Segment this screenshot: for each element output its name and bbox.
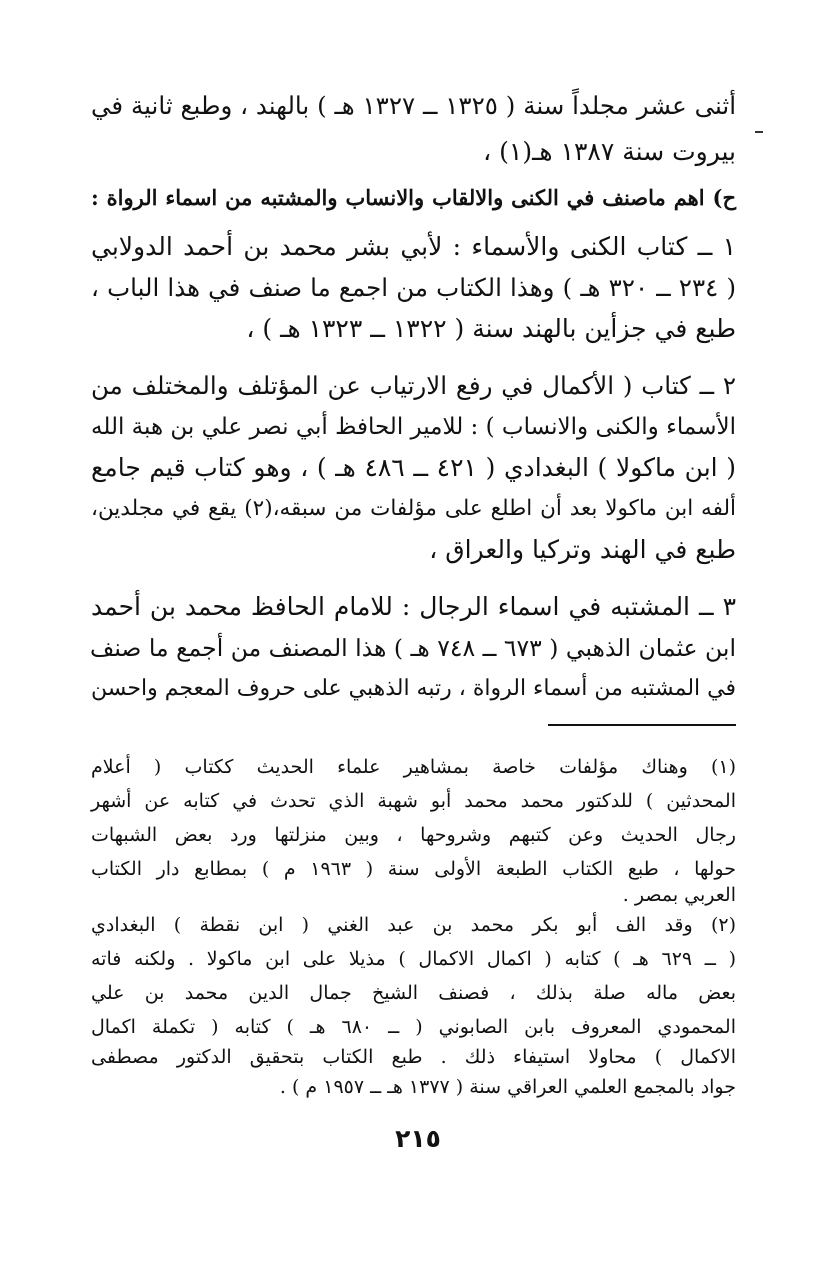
page-number: ٢١٥: [395, 1124, 441, 1153]
item1-line-2: ( ٢٣٤ ــ ٣٢٠ هـ ) وهذا الكتاب من اجمع ما صنف في هذا الباب ،: [91, 273, 736, 302]
footnote2-line-2: ( ــ ٦٢٩ هـ ) كتابه ( اكمال الاكمال ) مذيلا على ابن ماكولا . ولكنه فاته: [91, 948, 736, 970]
item2-line-5: طبع في الهند وتركيا والعراق ،: [429, 535, 736, 564]
footnote1-line-1: (١) وهناك مؤلفات خاصة بمشاهير علماء الحديث ككتاب ( أعلام: [91, 756, 736, 778]
item2-line-1: ٢ ــ كتاب ( الأكمال في رفع الارتياب عن المؤتلف والمختلف من: [91, 371, 736, 400]
footnote1-line-4: حولها ، طبع الكتاب الطبعة الأولى سنة ( ١٩٦٣ م ) بمطابع دار الكتاب: [91, 858, 736, 880]
footnote2-line-4: المحمودي المعروف بابن الصابوني ( ــ ٦٨٠ هـ ) كتابه ( تكملة اكمال: [91, 1016, 736, 1038]
margin-mark: [755, 131, 763, 133]
footnote1-line-5: العربي بمصر .: [622, 884, 736, 906]
footnote2-line-3: بعض ماله صلة بذلك ، فصنف الشيخ جمال الدين محمد بن علي: [91, 982, 736, 1004]
section-heading: ح) اهم ماصنف في الكنى والالقاب والانساب والمشتبه من اسماء الرواة :: [91, 185, 736, 210]
footnote1-line-2: المحدثين ) للدكتور محمد محمد أبو شهبة الذي تحدث في كتابه عن أشهر: [91, 790, 736, 812]
item2-line-3: ( ابن ماكولا ) البغدادي ( ٤٢١ ــ ٤٨٦ هـ ) ، وهو كتاب قيم جامع: [91, 453, 736, 482]
item1-line-3: طبع في جزأين بالهند سنة ( ١٣٢٢ ــ ١٣٢٣ هـ ) ،: [246, 314, 736, 343]
intro-line-2: بيروت سنة ١٣٨٧ هـ(١) ،: [483, 137, 736, 166]
item3-line-2: ابن عثمان الذهبي ( ٦٧٣ ــ ٧٤٨ هـ ) هذا المصنف من أجمع ما صنف: [90, 634, 736, 662]
footnote2-line-5: الاكمال ) محاولا استيفاء ذلك . طبع الكتاب بتحقيق الدكتور مصطفى: [91, 1046, 736, 1068]
footnote-divider: [548, 724, 736, 726]
item3-line-1: ٣ ــ المشتبه في اسماء الرجال : للامام الحافظ محمد بن أحمد: [91, 592, 736, 621]
item3-line-3: في المشتبه من أسماء الرواة ، رتبه الذهبي على حروف المعجم واحسن: [91, 676, 736, 701]
footnote1-line-3: رجال الحديث وعن كتبهم وشروحها ، وبين منزلتها ورد بعض الشبهات: [91, 824, 736, 846]
item2-line-4: ألفه ابن ماكولا بعد أن اطلع على مؤلفات من سبقه،(٢) يقع في مجلدين،: [91, 496, 736, 521]
footnote2-line-6: جواد بالمجمع العلمي العراقي سنة ( ١٣٧٧ هـ ــ ١٩٥٧ م ) .: [279, 1076, 736, 1098]
footnote2-line-1: (٢) وقد الف أبو بكر محمد بن عبد الغني ( ابن نقطة ) البغدادي: [91, 914, 736, 936]
item2-line-2: الأسماء والكنى والانساب ) : للامير الحافظ أبي نصر علي بن هبة الله: [91, 414, 736, 440]
intro-line-1: أثنى عشر مجلداً سنة ( ١٣٢٥ ــ ١٣٢٧ هـ ) بالهند ، وطبع ثانية في: [91, 91, 737, 120]
item1-line-1: ١ ــ كتاب الكنى والأسماء : لأبي بشر محمد بن أحمد الدولابي: [91, 232, 736, 261]
